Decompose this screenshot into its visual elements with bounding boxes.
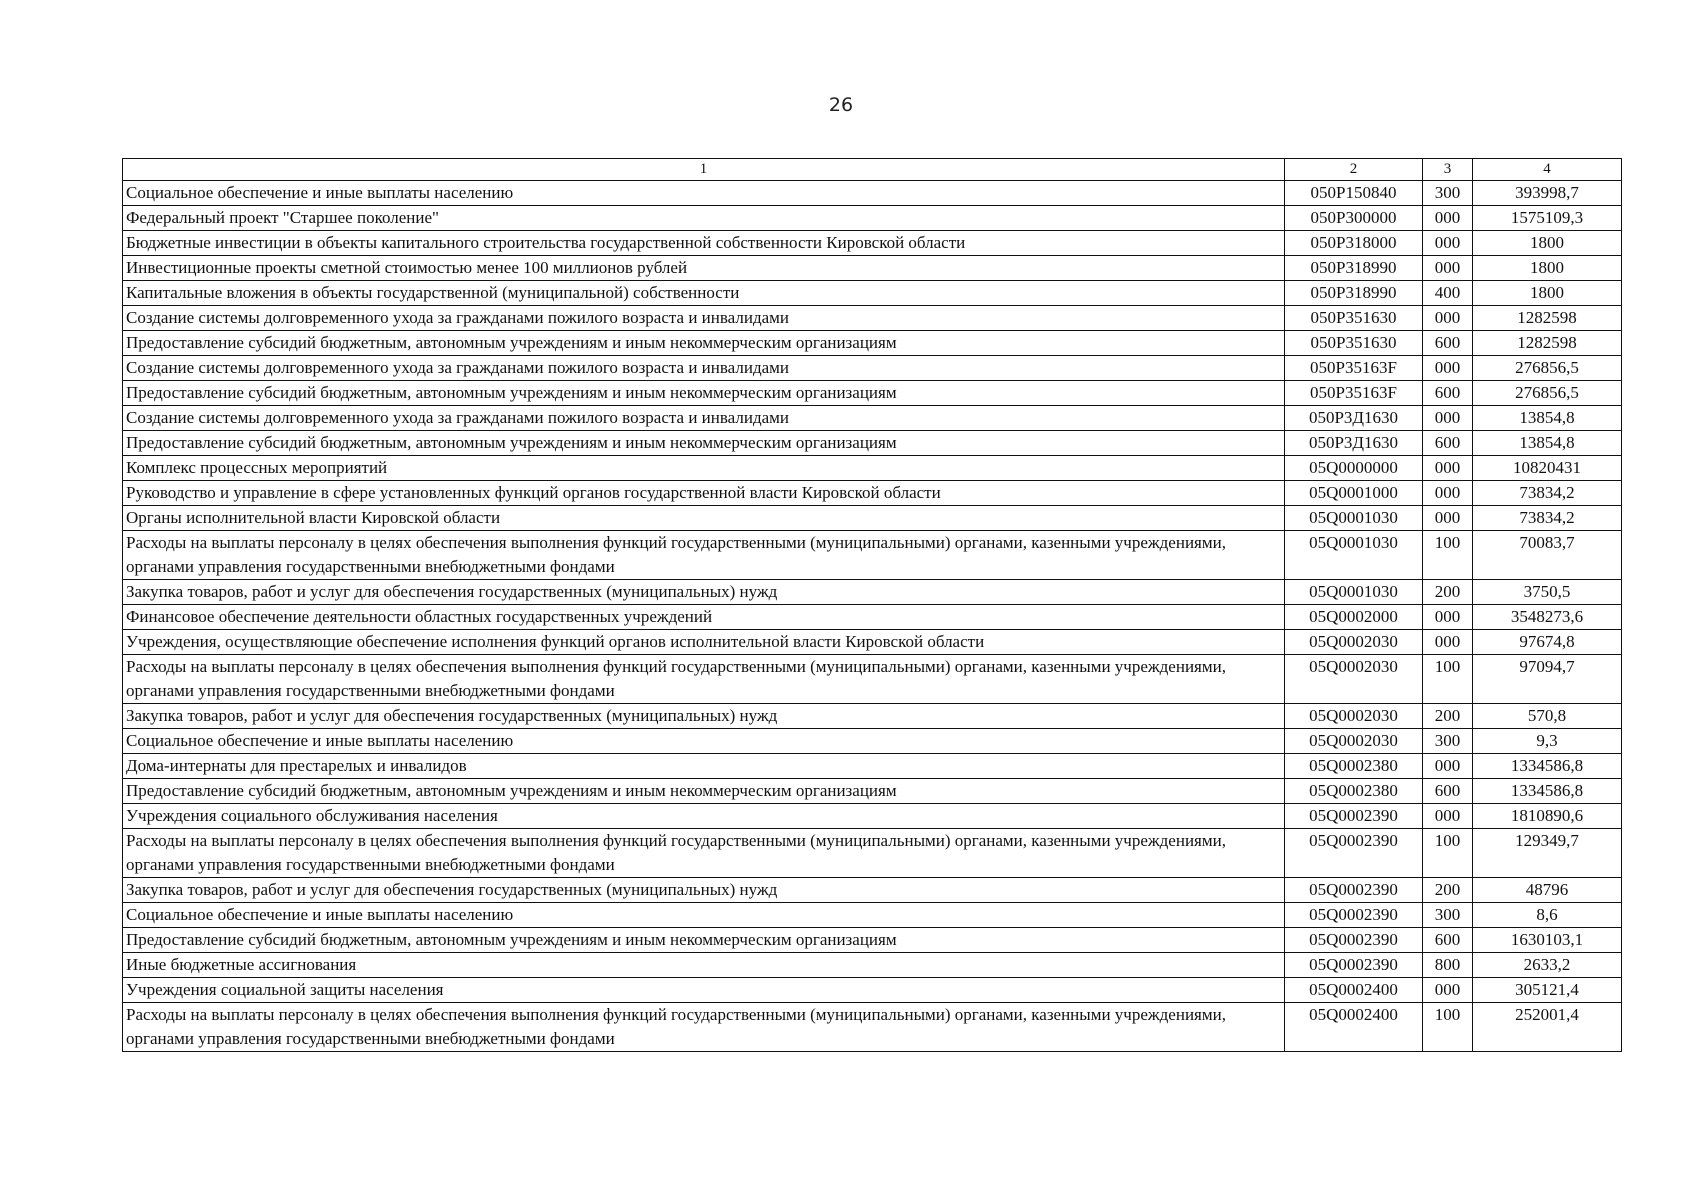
row-target-code: 05Q0002030 [1285,729,1423,754]
row-amount: 1800 [1473,231,1622,256]
row-target-code: 050P3Д1630 [1285,406,1423,431]
header-col-2: 2 [1285,159,1423,181]
table-row [123,281,1622,306]
row-expense-type: 000 [1423,506,1473,531]
row-amount: 8,6 [1473,903,1622,928]
row-amount: 13854,8 [1473,406,1622,431]
row-expense-type: 200 [1423,704,1473,729]
table-row [123,729,1622,754]
row-target-code: 05Q0002390 [1285,928,1423,953]
table-row [123,231,1622,256]
table-row [123,456,1622,481]
row-amount: 252001,4 [1473,1003,1622,1052]
row-amount: 2633,2 [1473,953,1622,978]
row-target-code: 05Q0001030 [1285,580,1423,605]
row-expense-type: 300 [1423,903,1473,928]
row-description: Закупка товаров, работ и услуг для обеспечения государственных (муниципальных) нужд [123,878,1285,903]
row-amount: 73834,2 [1473,481,1622,506]
row-expense-type: 000 [1423,804,1473,829]
table-row [123,206,1622,231]
budget-table-container [122,158,1621,1052]
row-amount: 1630103,1 [1473,928,1622,953]
row-amount: 1575109,3 [1473,206,1622,231]
row-expense-type: 600 [1423,928,1473,953]
row-amount: 570,8 [1473,704,1622,729]
row-description: Комплекс процессных мероприятий [123,456,1285,481]
row-target-code: 05Q0002030 [1285,704,1423,729]
row-target-code: 050P318000 [1285,231,1423,256]
table-row [123,531,1622,580]
row-description: Дома-интернаты для престарелых и инвалидов [123,754,1285,779]
row-expense-type: 400 [1423,281,1473,306]
header-col-4: 4 [1473,159,1622,181]
row-description: Создание системы долговременного ухода за гражданами пожилого возраста и инвалидами [123,356,1285,381]
header-col-3: 3 [1423,159,1473,181]
row-description: Бюджетные инвестиции в объекты капитального строительства государственной собственности Кировской области [123,231,1285,256]
table-row [123,331,1622,356]
table-row [123,580,1622,605]
row-description: Учреждения социальной защиты населения [123,978,1285,1003]
table-row [123,754,1622,779]
table-row [123,381,1622,406]
row-target-code: 05Q0002380 [1285,779,1423,804]
table-row [123,256,1622,281]
table-row [123,306,1622,331]
table-row [123,406,1622,431]
row-description: Расходы на выплаты персоналу в целях обеспечения выполнения функций государственными (муниципальными) органами, казенными учреждениями, органами управления государственными внебюджетными фондами [123,1003,1285,1052]
row-description: Социальное обеспечение и иные выплаты населению [123,181,1285,206]
row-description: Инвестиционные проекты сметной стоимостью менее 100 миллионов рублей [123,256,1285,281]
row-amount: 393998,7 [1473,181,1622,206]
row-amount: 1334586,8 [1473,754,1622,779]
row-target-code: 050P35163F [1285,356,1423,381]
row-target-code: 05Q0002000 [1285,605,1423,630]
row-target-code: 05Q0001030 [1285,531,1423,580]
row-description: Предоставление субсидий бюджетным, автономным учреждениям и иным некоммерческим организациям [123,431,1285,456]
row-description: Закупка товаров, работ и услуг для обеспечения государственных (муниципальных) нужд [123,704,1285,729]
table-row [123,506,1622,531]
row-expense-type: 000 [1423,406,1473,431]
row-amount: 129349,7 [1473,829,1622,878]
row-amount: 97094,7 [1473,655,1622,704]
row-amount: 1282598 [1473,331,1622,356]
row-target-code: 05Q0002030 [1285,655,1423,704]
row-description: Создание системы долговременного ухода за гражданами пожилого возраста и инвалидами [123,406,1285,431]
row-description: Расходы на выплаты персоналу в целях обеспечения выполнения функций государственными (муниципальными) органами, казенными учреждениями, органами управления государственными внебюджетными фондами [123,829,1285,878]
budget-table [122,158,1622,1052]
row-description: Социальное обеспечение и иные выплаты населению [123,903,1285,928]
row-target-code: 05Q0002400 [1285,978,1423,1003]
table-row [123,978,1622,1003]
table-row [123,928,1622,953]
row-amount: 48796 [1473,878,1622,903]
row-amount: 1810890,6 [1473,804,1622,829]
row-expense-type: 000 [1423,605,1473,630]
row-target-code: 050P35163F [1285,381,1423,406]
row-expense-type: 200 [1423,580,1473,605]
row-description: Учреждения, осуществляющие обеспечение исполнения функций органов исполнительной власти Кировской области [123,630,1285,655]
row-amount: 276856,5 [1473,381,1622,406]
row-target-code: 05Q0002390 [1285,953,1423,978]
table-row [123,878,1622,903]
row-expense-type: 000 [1423,356,1473,381]
row-description: Предоставление субсидий бюджетным, автономным учреждениям и иным некоммерческим организациям [123,928,1285,953]
row-description: Расходы на выплаты персоналу в целях обеспечения выполнения функций государственными (муниципальными) органами, казенными учреждениями, органами управления государственными внебюджетными фондами [123,655,1285,704]
row-amount: 13854,8 [1473,431,1622,456]
row-target-code: 05Q0002390 [1285,804,1423,829]
row-target-code: 05Q0002390 [1285,903,1423,928]
row-target-code: 050P318990 [1285,281,1423,306]
row-description: Социальное обеспечение и иные выплаты населению [123,729,1285,754]
row-target-code: 05Q0002390 [1285,878,1423,903]
row-description: Финансовое обеспечение деятельности областных государственных учреждений [123,605,1285,630]
table-row [123,829,1622,878]
row-expense-type: 600 [1423,779,1473,804]
table-row [123,953,1622,978]
row-expense-type: 000 [1423,978,1473,1003]
row-expense-type: 000 [1423,231,1473,256]
row-description: Предоставление субсидий бюджетным, автономным учреждениям и иным некоммерческим организациям [123,381,1285,406]
row-expense-type: 800 [1423,953,1473,978]
table-row [123,1003,1622,1052]
row-description: Руководство и управление в сфере установленных функций органов государственной власти Кировской области [123,481,1285,506]
row-target-code: 050P318990 [1285,256,1423,281]
row-expense-type: 000 [1423,754,1473,779]
row-description: Закупка товаров, работ и услуг для обеспечения государственных (муниципальных) нужд [123,580,1285,605]
table-row [123,655,1622,704]
row-description: Предоставление субсидий бюджетным, автономным учреждениям и иным некоммерческим организациям [123,779,1285,804]
row-amount: 305121,4 [1473,978,1622,1003]
row-target-code: 05Q0002380 [1285,754,1423,779]
row-description: Федеральный проект "Старшее поколение" [123,206,1285,231]
row-expense-type: 300 [1423,729,1473,754]
row-amount: 97674,8 [1473,630,1622,655]
table-row [123,431,1622,456]
row-expense-type: 000 [1423,306,1473,331]
table-row [123,356,1622,381]
row-target-code: 050P300000 [1285,206,1423,231]
row-target-code: 05Q0001000 [1285,481,1423,506]
row-expense-type: 000 [1423,481,1473,506]
page-number: 26 [828,94,854,116]
table-body [123,181,1622,1052]
row-expense-type: 300 [1423,181,1473,206]
row-expense-type: 100 [1423,1003,1473,1052]
row-target-code: 050P351630 [1285,306,1423,331]
row-expense-type: 600 [1423,431,1473,456]
row-amount: 70083,7 [1473,531,1622,580]
row-description: Создание системы долговременного ухода за гражданами пожилого возраста и инвалидами [123,306,1285,331]
row-target-code: 05Q0002030 [1285,630,1423,655]
row-target-code: 050P150840 [1285,181,1423,206]
row-target-code: 05Q0001030 [1285,506,1423,531]
row-description: Расходы на выплаты персоналу в целях обеспечения выполнения функций государственными (муниципальными) органами, казенными учреждениями, органами управления государственными внебюджетными фондами [123,531,1285,580]
row-expense-type: 000 [1423,630,1473,655]
row-expense-type: 100 [1423,655,1473,704]
row-target-code: 050P351630 [1285,331,1423,356]
row-description: Капитальные вложения в объекты государственной (муниципальной) собственности [123,281,1285,306]
row-amount: 9,3 [1473,729,1622,754]
row-amount: 1334586,8 [1473,779,1622,804]
table-row [123,704,1622,729]
row-expense-type: 100 [1423,829,1473,878]
row-description: Предоставление субсидий бюджетным, автономным учреждениям и иным некоммерческим организациям [123,331,1285,356]
table-row [123,605,1622,630]
table-row [123,779,1622,804]
row-target-code: 05Q0002400 [1285,1003,1423,1052]
row-amount: 1800 [1473,281,1622,306]
table-row [123,903,1622,928]
table-row [123,804,1622,829]
row-description: Учреждения социального обслуживания населения [123,804,1285,829]
table-row [123,181,1622,206]
header-col-1: 1 [123,159,1285,181]
row-target-code: 050P3Д1630 [1285,431,1423,456]
row-target-code: 05Q0002390 [1285,829,1423,878]
row-amount: 73834,2 [1473,506,1622,531]
row-amount: 1800 [1473,256,1622,281]
row-amount: 10820431 [1473,456,1622,481]
row-expense-type: 600 [1423,331,1473,356]
row-amount: 3548273,6 [1473,605,1622,630]
row-target-code: 05Q0000000 [1285,456,1423,481]
row-amount: 3750,5 [1473,580,1622,605]
row-expense-type: 100 [1423,531,1473,580]
row-expense-type: 000 [1423,456,1473,481]
row-amount: 1282598 [1473,306,1622,331]
table-header-row [123,159,1622,181]
row-expense-type: 000 [1423,206,1473,231]
row-description: Органы исполнительной власти Кировской области [123,506,1285,531]
row-expense-type: 200 [1423,878,1473,903]
row-expense-type: 600 [1423,381,1473,406]
row-description: Иные бюджетные ассигнования [123,953,1285,978]
table-row [123,630,1622,655]
row-expense-type: 000 [1423,256,1473,281]
row-amount: 276856,5 [1473,356,1622,381]
table-row [123,481,1622,506]
